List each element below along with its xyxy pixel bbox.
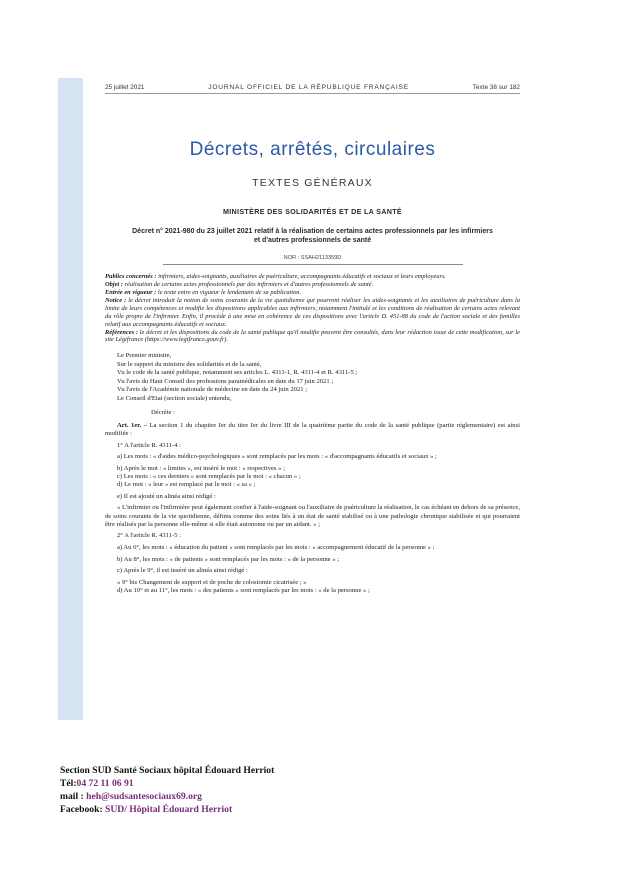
article-line: c) Après le 9°, il est inséré un alinéa ainsi rédigé : [117,567,248,575]
article-line: b) Après le mot : « limites », est inséré le mot : « respectives » ; [117,464,285,472]
article-line: c) Les mots : « ces derniers » sont remplacés par le mot : « chacun » ; [117,473,301,481]
notice-paragraph: Références : le décret et les dispositions du code de la santé publique qu'il modifie peuvent être consultés, dans leur rédaction issue de cette modification, sur le site Légifrance (https://www.legifrance.gouv.fr). [105,328,520,344]
notice-paragraph: Entrée en vigueur : le texte entre en vigueur le lendemain de sa publication. [105,289,302,296]
left-margin-bar [58,78,83,720]
decree-title: Décret n° 2021-980 du 23 juillet 2021 relatif à la réalisation de certains actes professionnels par les infirmiers et d'autres professionnels de santé [132,228,493,244]
footer-phone-line: Tél:04 72 11 06 91 [60,778,134,789]
article-line: d) Au 10° et au 11°, les mots : « des patients » sont remplacés par les mots : « de la personne » ; [117,587,370,594]
article-intro: Art. 1er. – La section 1 du chapitre Ier du titre Ier du livre III de la quatrième partie du code de la santé publique (partie réglementaire) est ainsi modifiée : [105,421,520,438]
visa-line: Vu l'avis du Haut Conseil des professions paramédicales en date du 17 juin 2021 ; [117,377,334,385]
header-text-number: Texte 38 sur 182 [472,84,520,91]
article-line: a) Au 6°, les mots : « éducation du patient » sont remplacés par les mots : « accompagnement éducatif de la personne » ; [117,544,435,552]
decree-notice [105,273,520,344]
article-line: a) Les mots : « d'aides médico-psychologiques » sont remplacés par les mots : « d'accompagnants éducatifs et sociaux » ; [117,453,437,461]
footer-facebook-line: Facebook: SUD/ Hôpital Édouard Herriot [60,804,233,815]
ministry-heading: MINISTÈRE DES SOLIDARITÉS ET DE LA SANTÉ [222,207,403,216]
visa-line: Vu l'avis de l'Académie nationale de médecine en date du 24 juin 2021 ; [117,386,308,394]
article-line: b) Au 8°, les mots : « de patients » sont remplacés par les mots : « de la personne » ; [117,555,340,563]
visa-lines [105,352,520,403]
article-1 [105,422,520,595]
visa-line: Vu le code de la santé publique, notamment ses articles L. 4311-1, R. 4311-4 et R. 4311-5 ; [117,369,358,377]
article-line: « L'infirmier ou l'infirmière peut également confier à l'aide-soignant ou l'auxiliaire de puériculture la réalisation, le cas échéant en dehors de sa présence, de soins courants de la vie quotidienne, définis comme des soins liés à un état de santé stabilisé ou à une pathologie chronique stabilisée et qui pourraient être réalisés par la personne elle-même si elle était autonome ou par un aidant. » ; [105,504,520,528]
footer-facebook-link[interactable]: SUD/ Hôpital Édouard Herriot [105,804,233,815]
section-title: Décrets, arrêtés, circulaires [189,139,436,160]
footer-mail-link[interactable]: heh@sudsantesociaux69.org [86,791,202,802]
union-contact-footer [60,764,274,816]
journal-page [83,78,535,720]
visa-line: Le Conseil d'Etat (section sociale) entendu, [117,394,232,402]
footer-mail-line: mail : heh@sudsantesociaux69.org [60,791,202,802]
footer-phone: 04 72 11 06 91 [76,778,134,789]
visa-line: Le Premier ministre, [117,352,172,360]
notice-paragraph: Publics concernés : infirmiers, aides-soignants, auxiliaires de puériculture, accompagnants éducatifs et sociaux et leurs employeurs. [105,273,447,281]
header-date: 25 juillet 2021 [105,84,145,91]
running-header [105,84,520,94]
notice-paragraph: Notice : le décret introduit la notion de soins courants de la vie quotidienne qui pourront réaliser les aides-soignants et les auxiliaires de puériculture dans la limite de leurs compétences et modifie les dispositions applicables aux infirmiers, notamment l'intitulé et les conditions de réalisation de certains actes relevant du rôle propre de l'infirmier. Enfin, il procède à une mise en cohérence de ces dispositions avec l'article D. 451-88 du code de l'action sociale et des familles relatif aux accompagnants éducatifs et sociaux. [105,296,520,328]
article-line: 1° A l'article R. 4311-4 : [117,441,182,449]
decrete-heading: Décrète : [151,409,175,417]
article-line: e) Il est ajouté un alinéa ainsi rédigé : [117,492,216,500]
visa-line: Sur le rapport du ministre des solidarités et de la santé, [117,360,262,368]
article-line: « 9° bis Changement de support et de poche de colostomie cicatrisée ; » [117,578,307,586]
notice-paragraph: Objet : réalisation de certains actes professionnels par des infirmiers et d'autres professionnels de santé. [105,281,374,289]
header-journal-name: JOURNAL OFFICIEL DE LA RÉPUBLIQUE FRANÇAISE [208,84,409,91]
section-subtitle: TEXTES GÉNÉRAUX [252,177,373,189]
journal-content [105,84,520,595]
nor-reference: NOR : SSAH2113359D [283,255,342,262]
footer-org: Section SUD Santé Sociaux hôpital Édouard Herriot [60,765,275,776]
article-line: 2° A l'article R. 4311-5 : [117,532,182,540]
nor-divider [163,264,463,265]
article-line: d) Le mot : « leur » est remplacé par le mot : « sa » ; [117,481,256,489]
